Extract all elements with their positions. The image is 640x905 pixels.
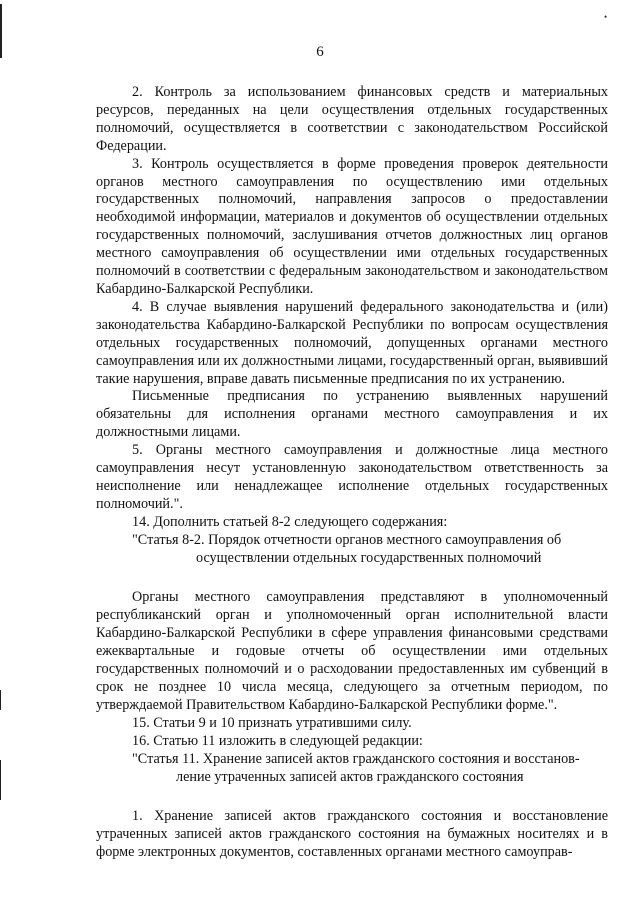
article-8-2-heading-line2: осуществлении отдельных государственных полномочий (196, 549, 542, 566)
document-body (96, 84, 608, 862)
article-11-heading-line2: ление утраченных записей актов гражданского состояния (176, 768, 524, 785)
paragraph-reporting: Органы местного самоуправления представляют в уполномоченный республиканский орган и уполномоченный орган исполнительной власти Кабардино-Балкарской Республики в сфере управления финансовыми средствами ежеквартальные и годовые отчеты об осуществлении ими отдельных государственных полномочий и о расходовании предоставленных им субвенций в срок не позднее 10 числа месяца, следующего за отчетным периодом, по утверждаемой Правительством Кабардино-Балкарской Республики форме.". (96, 589, 608, 713)
paragraph-amendment-14: 14. Дополнить статьей 8-2 следующего содержания: (132, 513, 448, 530)
binding-mark-lower (0, 690, 1, 710)
article-8-2-heading-line1: "Статья 8-2. Порядок отчетности органов местного самоуправления об (132, 531, 562, 548)
paragraph-amendment-15: 15. Статьи 9 и 10 признать утратившими силу. (132, 714, 412, 731)
paragraph-control-finances: 2. Контроль за использованием финансовых средств и материальных ресурсов, переданных на цели осуществления отдельных государственных полномочий, осуществляется в соответствии с законодательством Российской Федерации. (96, 84, 608, 154)
paragraph-amendment-16: 16. Статью 11 изложить в следующей редакции: (132, 732, 423, 749)
paragraph-control-form: 3. Контроль осуществляется в форме проведения проверок деятельности органов местного самоуправления по осуществлению ими отдельных государственных полномочий, направления запросов о предоставлении необходимой информации, материалов и документов об осуществлении отдельных государственных полномочий, заслушивания отчетов должностных лиц органов местного самоуправления об осуществлении ими отдельных государственных полномочий в соответствии с федеральным законодательством и законодательством Кабардино-Балкарской Республики. (96, 155, 608, 297)
article-11-heading-line1: "Статья 11. Хранение записей актов гражданского состояния и восстанов- (132, 750, 580, 767)
page-number: 6 (316, 44, 324, 60)
paragraph-violations: 4. В случае выявления нарушений федерального законодательства и (или) законодательства Кабардино-Балкарской Республики по вопросам осуществления отдельных государственных полномочий, допущенных органами местного самоуправления или их должностными лицами, государственный орган, выявивший такие нарушения, вправе давать письменные предписания по их устранению. (96, 298, 608, 387)
paragraph-written-orders: Письменные предписания по устранению выявленных нарушений обязательны для исполнения органами местного самоуправления и их должностными лицами. (96, 388, 608, 441)
corner-dot-mark: • (604, 12, 608, 22)
paragraph-responsibility: 5. Органы местного самоуправления и должностные лица местного самоуправления несут установленную законодательством ответственность за неисполнение или ненадлежащее исполнение отдельных государственных полномочий.". (96, 442, 608, 512)
paragraph-records-storage: 1. Хранение записей актов гражданского состояния и восстановление утраченных записей актов гражданского состояния на бумажных носителях и в форме электронных документов, составленных органами местного самоуправ- (96, 808, 608, 861)
binding-mark-bottom (0, 760, 1, 800)
